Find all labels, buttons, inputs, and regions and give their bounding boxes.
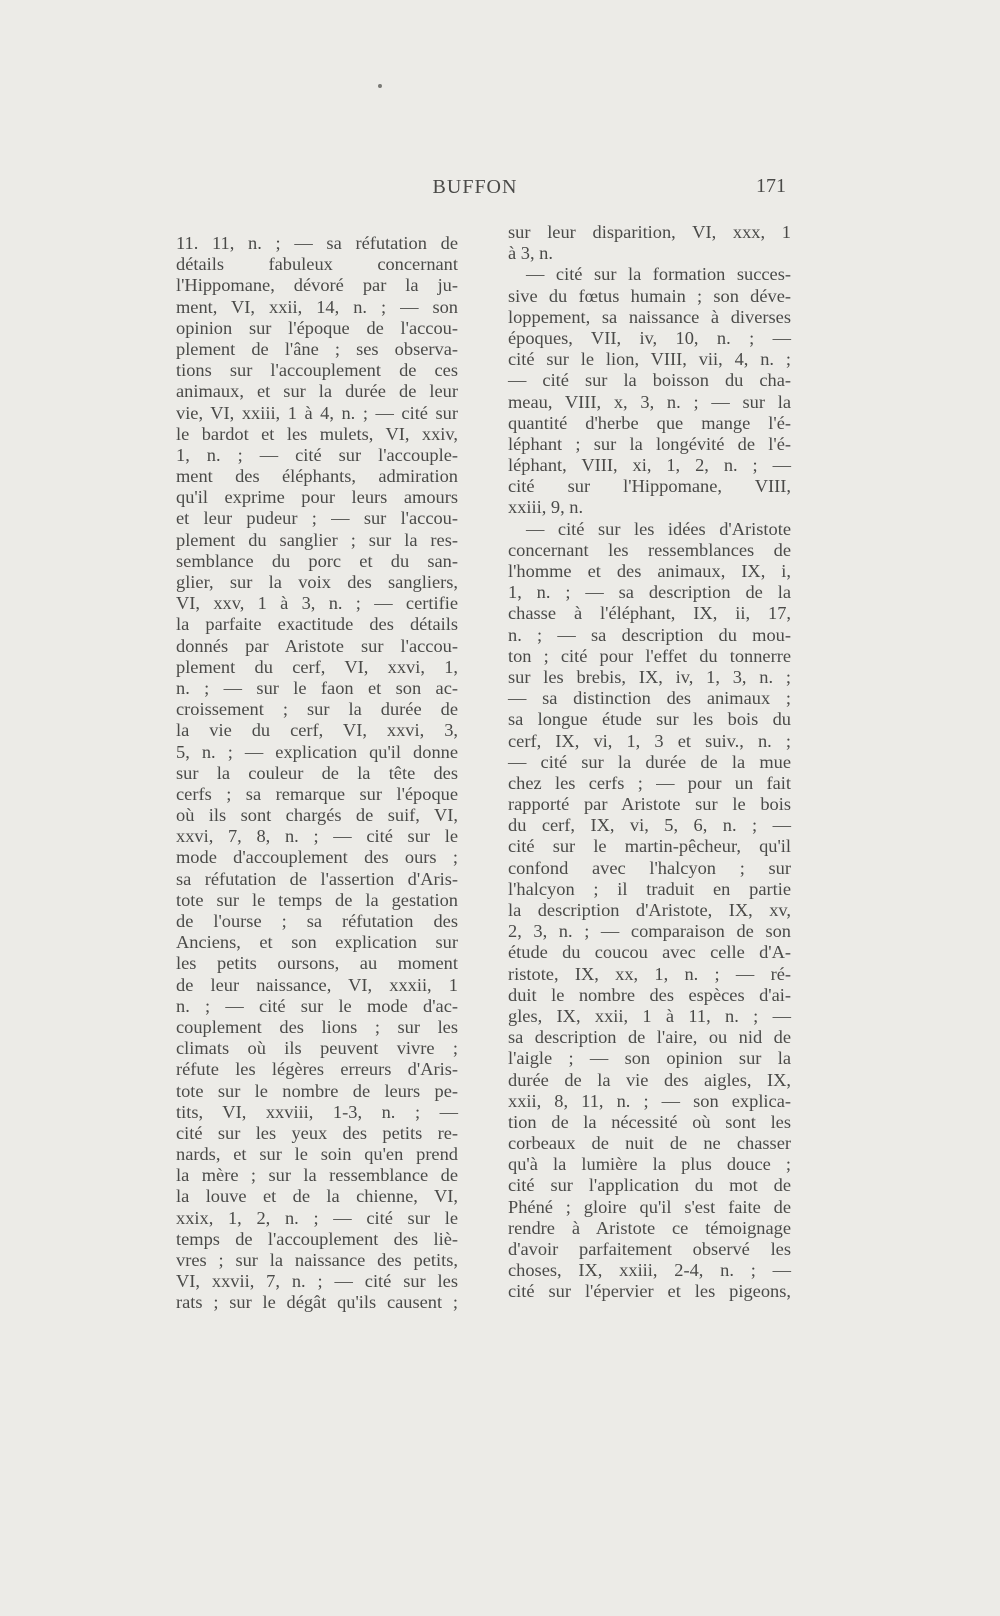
text-line: les petits oursons, au moment [176, 953, 458, 974]
text-line: — cité sur la formation succes- [526, 264, 791, 285]
text-line: sa longue étude sur les bois du [508, 709, 791, 730]
text-line: ment, VI, xxii, 14, n. ; — son [176, 296, 458, 317]
text-line: époques, VII, iv, 10, n. ; — [508, 327, 791, 348]
text-line: ment des éléphants, admiration [176, 466, 458, 487]
text-line: cerfs ; sa remarque sur l'époque [176, 783, 458, 804]
text-line: la vie du cerf, VI, xxvi, 3, [176, 720, 458, 741]
text-line: sur la couleur de la tête des [176, 762, 458, 783]
left-text-column [176, 233, 458, 1314]
text-line: VI, xxvii, 7, n. ; — cité sur les [176, 1271, 458, 1292]
text-line: mode d'accouplement des ours ; [176, 847, 458, 868]
text-line: xxvi, 7, 8, n. ; — cité sur le [176, 826, 458, 847]
text-line: tion de la nécessité où sont les [508, 1111, 791, 1132]
text-line: corbeaux de nuit de ne chasser [508, 1133, 791, 1154]
text-line: Phéné ; gloire qu'il s'est faite de [508, 1196, 791, 1217]
text-line: de l'ourse ; sa réfutation des [176, 911, 458, 931]
text-line: détails fabuleux concernant [176, 254, 458, 275]
text-line: sive du fœtus humain ; son déve- [508, 285, 791, 306]
text-line: sa description de l'aire, ou nid de [508, 1027, 791, 1048]
text-line: vres ; sur la naissance des petits, [176, 1250, 458, 1270]
text-line: gles, IX, xxii, 1 à 11, n. ; — [508, 1005, 791, 1026]
text-line: animaux, et sur la durée de leur [176, 381, 458, 402]
text-line: n. ; — sur le faon et son ac- [176, 677, 458, 698]
text-line: du cerf, IX, vi, 5, 6, n. ; — [508, 815, 791, 836]
text-line: plement de l'âne ; ses observa- [176, 338, 458, 359]
text-line: — cité sur la durée de la mue [508, 751, 791, 772]
text-line: cité sur l'Hippomane, VIII, [508, 476, 791, 497]
text-line: 1, n. ; — sa description de la [508, 582, 791, 603]
text-line: VI, xxv, 1 à 3, n. ; — certifie [176, 593, 458, 614]
text-line: meau, VIII, x, 3, n. ; — sur la [508, 391, 791, 412]
text-line: couplement des lions ; sur les [176, 1016, 458, 1037]
text-line: choses, IX, xxiii, 2-4, n. ; — [508, 1260, 791, 1281]
text-line: climats où ils peuvent vivre ; [176, 1038, 458, 1059]
text-line: l'aigle ; — son opinion sur la [508, 1048, 791, 1069]
text-line: glier, sur la voix des sangliers, [176, 572, 458, 592]
text-line: confond avec l'halcyon ; sur [508, 857, 791, 878]
text-line: donnés par Aristote sur l'accou- [176, 635, 458, 656]
text-line: xxix, 1, 2, n. ; — cité sur le [176, 1207, 458, 1228]
text-line: la parfaite exactitude des détails [176, 614, 458, 635]
text-line: rendre à Aristote ce témoignage [508, 1217, 791, 1238]
text-line: n. ; — sa description du mou- [508, 624, 791, 645]
text-line: qu'à la lumière la plus douce ; [508, 1154, 791, 1175]
text-line: la louve et de la chienne, VI, [176, 1186, 458, 1207]
text-line: d'avoir parfaitement observé les [508, 1239, 791, 1259]
text-line: la mère ; sur la ressemblance de [176, 1165, 458, 1186]
text-line: Anciens, et son explication sur [176, 932, 458, 953]
text-line: où ils sont chargés de suif, VI, [176, 805, 458, 826]
text-line: cité sur le lion, VIII, vii, 4, n. ; [508, 349, 791, 370]
text-line: loppement, sa naissance à diverses [508, 306, 791, 327]
text-line: cité sur l'application du mot de [508, 1175, 791, 1196]
text-line: cerf, IX, vi, 1, 3 et suiv., n. ; [508, 730, 791, 751]
text-line: nards, et sur le soin qu'en prend [176, 1144, 458, 1165]
right-text-column [508, 222, 791, 1303]
text-line: sur les brebis, IX, iv, 1, 3, n. ; [508, 666, 791, 687]
text-line: quantité d'herbe que mange l'é- [508, 412, 791, 433]
text-line: croissement ; sur la durée de [176, 699, 458, 720]
text-line: léphant, VIII, xi, 1, 2, n. ; — [508, 455, 791, 476]
text-line: concernant les ressemblances de [508, 539, 791, 560]
text-line: l'homme et des animaux, IX, i, [508, 561, 791, 581]
text-line: de leur naissance, VI, xxxii, 1 [176, 974, 458, 995]
text-line: sa réfutation de l'assertion d'Aris- [176, 868, 458, 889]
text-line: tits, VI, xxviii, 1-3, n. ; — [176, 1101, 458, 1122]
text-line: vie, VI, xxiii, 1 à 4, n. ; — cité sur [176, 402, 458, 423]
text-line: léphant ; sur la longévité de l'é- [508, 433, 791, 454]
running-header-title: BUFFON [432, 176, 518, 198]
text-line: chez les cerfs ; — pour un fait [508, 772, 791, 793]
text-line: rapporté par Aristote sur le bois [508, 794, 791, 815]
text-line: opinion sur l'époque de l'accou- [176, 317, 458, 338]
text-line: cité sur les yeux des petits re- [176, 1122, 458, 1143]
text-line: 5, n. ; — explication qu'il donne [176, 741, 458, 762]
text-line: cité sur l'épervier et les pigeons, [508, 1281, 791, 1302]
text-line: l'halcyon ; il traduit en partie [508, 878, 791, 899]
text-line: 2, 3, n. ; — comparaison de son [508, 921, 791, 942]
text-line: rats ; sur le dégât qu'ils causent ; [176, 1292, 458, 1313]
text-line: tote sur le nombre de leurs pe- [176, 1080, 458, 1101]
text-line: l'Hippomane, dévoré par la ju- [176, 275, 458, 296]
text-line: étude du coucou avec celle d'A- [508, 942, 791, 963]
text-line: temps de l'accouplement des liè- [176, 1228, 458, 1249]
text-line: à 3, n. [508, 243, 553, 264]
paper-speck [378, 84, 382, 88]
text-line: n. ; — cité sur le mode d'ac- [176, 995, 458, 1016]
text-line: plement du sanglier ; sur la res- [176, 529, 458, 550]
text-line: cité sur le martin-pêcheur, qu'il [508, 836, 791, 857]
text-line: durée de la vie des aigles, IX, [508, 1069, 791, 1090]
text-line: tions sur l'accouplement de ces [176, 360, 458, 381]
text-line: ton ; cité pour l'effet du tonnerre [508, 645, 791, 666]
text-line: ristote, IX, xx, 1, n. ; — ré- [508, 963, 791, 984]
text-line: — cité sur les idées d'Aristote [526, 518, 791, 539]
text-line: tote sur le temps de la gestation [176, 889, 458, 910]
text-line: chasse à l'éléphant, IX, ii, 17, [508, 603, 791, 624]
text-line: 11. 11, n. ; — sa réfutation de [176, 233, 458, 253]
text-line: — cité sur la boisson du cha- [508, 370, 791, 391]
text-line: — sa distinction des animaux ; [508, 688, 791, 709]
text-line: plement du cerf, VI, xxvi, 1, [176, 656, 458, 677]
text-line: sur leur disparition, VI, xxx, 1 [508, 222, 791, 242]
page-number: 171 [756, 175, 786, 197]
text-line: la description d'Aristote, IX, xv, [508, 900, 791, 920]
text-line: et leur pudeur ; — sur l'accou- [176, 508, 458, 529]
text-line: le bardot et les mulets, VI, xxiv, [176, 423, 458, 444]
text-line: semblance du porc et du san- [176, 550, 458, 571]
text-line: réfute les légères erreurs d'Aris- [176, 1059, 458, 1080]
text-line: xxii, 8, 11, n. ; — son explica- [508, 1090, 791, 1111]
text-line: duit le nombre des espèces d'ai- [508, 984, 791, 1005]
text-line: 1, n. ; — cité sur l'accouple- [176, 444, 458, 465]
text-line: qu'il exprime pour leurs amours [176, 487, 458, 508]
text-line: xxiii, 9, n. [508, 497, 584, 518]
